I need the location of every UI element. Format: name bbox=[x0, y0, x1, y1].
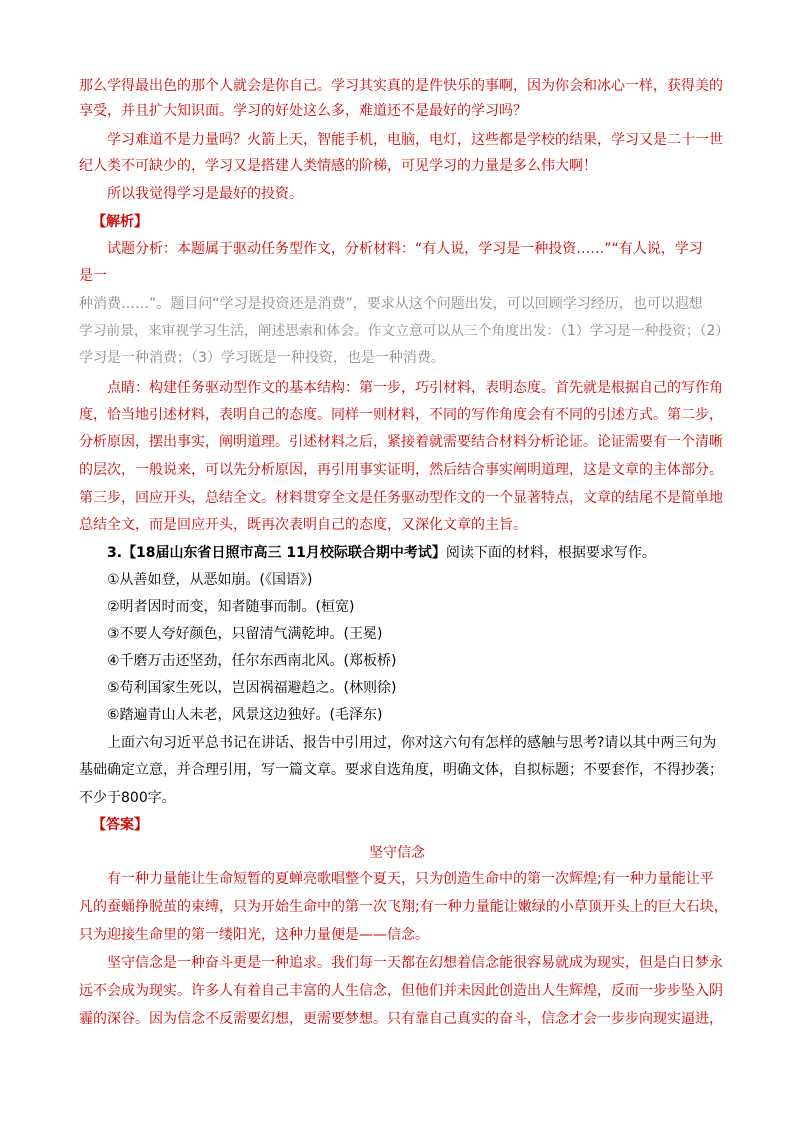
point-line-1: 点睛：构建任务驱动型作文的基本结构：第一步，巧引材料，表明态度。首先就是根据自己的写作角 bbox=[107, 380, 723, 396]
question3-number: 3. bbox=[107, 545, 123, 561]
essay1-line-1: 那么学得最出色的那个人就会是你自己。学习其实真的是件快乐的事啊，因为你会和冰心一样，获得美的 bbox=[79, 78, 723, 94]
point-line-3: 分析原因，摆出事实，阐明道理。引述材料之后，紧接着就需要结合材料分析论证。论证需要有一个清晰 bbox=[79, 434, 723, 450]
answer-p2-line-3: 霾的深谷。因为信念不反需要幻想，更需要梦想。只有靠自己真实的奋斗，信念才会一步步向现实逼进， bbox=[79, 1011, 723, 1027]
point-line-5: 第三步，回应开头，总结全文。材料贯穿全文是任务驱动型作文的一个显著特点，文章的结尾不是简单地 bbox=[79, 490, 723, 506]
requirement-line-2: 基础确定立意，并合理引用，写一篇文章。要求自选角度，明确文体，自拟标题；不要套作，不得抄袭； bbox=[79, 762, 723, 778]
answer-p1-line-3: 只为迎接生命里的第一缕阳光，这种力量便是——信念。 bbox=[79, 927, 429, 943]
essay1-line-5: 所以我觉得学习是最好的投资。 bbox=[107, 186, 303, 202]
essay1-line-2: 享受，并且扩大知识面。学习的好处这么多，难道还不是最好的学习吗？ bbox=[79, 103, 527, 119]
quote-4: ④千磨万击还坚劲，任尔东西南北风。(郑板桥) bbox=[107, 653, 397, 669]
answer-heading: 【答案】 bbox=[92, 817, 148, 833]
answer-p2-line-2: 远不会成为现实。许多人有着自己丰富的人生信念，但他们并未因此创造出人生辉煌，反而一步步坠入阴 bbox=[79, 983, 723, 999]
point-line-6: 总结全文，而是回应开头，既再次表明自己的态度，又深化文章的主旨。 bbox=[79, 517, 527, 533]
essay1-line-4: 纪人类不可缺少的，学习又是搭建人类情感的阶梯，可见学习的力量是多么伟大啊！ bbox=[79, 158, 597, 174]
question3-prompt: 阅读下面的材料，根据要求写作。 bbox=[445, 545, 656, 561]
answer-p1-line-2: 凡的蚕蛹挣脱茧的束缚，只为开始生命中的第一次飞翔;有一种力量能让嫩绿的小草顶开头上的巨大石块， bbox=[79, 899, 728, 915]
quote-6: ⑥踏遍青山人未老，风景这边独好。(毛泽东) bbox=[107, 707, 383, 723]
point-line-4: 的层次，一般说来，可以先分析原因，再引用事实证明，然后结合事实阐明道理，这是文章的主体部分。 bbox=[79, 462, 723, 478]
analysis-faded-line-1: 种消费……”。题目问“学习是投资还是消费”，要求从这个问题出发，可以回顾学习经历，也可以遐想 bbox=[79, 296, 703, 312]
answer-p1-line-1: 有一种力量能让生命短暂的夏蝉亮歌唱整个夏天，只为创造生命中的第一次辉煌;有一种力量能让平 bbox=[107, 871, 714, 887]
quote-2: ②明者因时而变，知者随事而制。(桓宽) bbox=[107, 599, 355, 615]
question3-source: 【18届山东省日照市高三 11月校际联合期中考试】 bbox=[122, 545, 446, 561]
answer-p2-line-1: 坚守信念是一种奋斗更是一种追求。我们每一天都在幻想着信念能很容易就成为现实，但是白日梦永 bbox=[107, 955, 723, 971]
analysis-line-1: 试题分析：本题属于驱动任务型作文，分析材料：“有人说，学习是一种投资……”“有人说，学习 bbox=[107, 241, 703, 257]
quote-5: ⑤苟利国家生死以，岂因祸福避趋之。(林则徐) bbox=[107, 680, 397, 696]
requirement-line-1: 上面六句习近平总书记在讲话、报告中引用过，你对这六句有怎样的感触与思考?请以其中两三句为 bbox=[107, 735, 717, 751]
analysis-heading: 【解析】 bbox=[92, 214, 148, 230]
essay1-line-3: 学习难道不是力量吗？火箭上天，智能手机，电脑，电灯，这些都是学校的结果，学习又是二十一世 bbox=[107, 132, 723, 148]
requirement-line-3: 不少于800字。 bbox=[79, 790, 176, 806]
analysis-line-2: 是一 bbox=[79, 268, 107, 284]
quote-3: ③不要人夸好颜色，只留清气满乾坤。(王冕) bbox=[107, 626, 383, 642]
quote-1: ①从善如登，从恶如崩。(《国语》) bbox=[107, 572, 313, 588]
point-line-2: 度，恰当地引述材料，表明自己的态度。同样一则材料，不同的写作角度会有不同的引述方式。第二步， bbox=[79, 407, 723, 423]
analysis-faded-line-3: 学习是一种消费；（3）学习既是一种投资，也是一种消费。 bbox=[79, 350, 445, 366]
answer-title: 坚守信念 bbox=[369, 845, 425, 861]
question3-header bbox=[107, 543, 656, 563]
analysis-faded-line-2: 学习前景，来审视学习生活，阐述思索和体会。作文立意可以从三个角度出发：（1）学习是一种投资；（2） bbox=[79, 323, 729, 339]
